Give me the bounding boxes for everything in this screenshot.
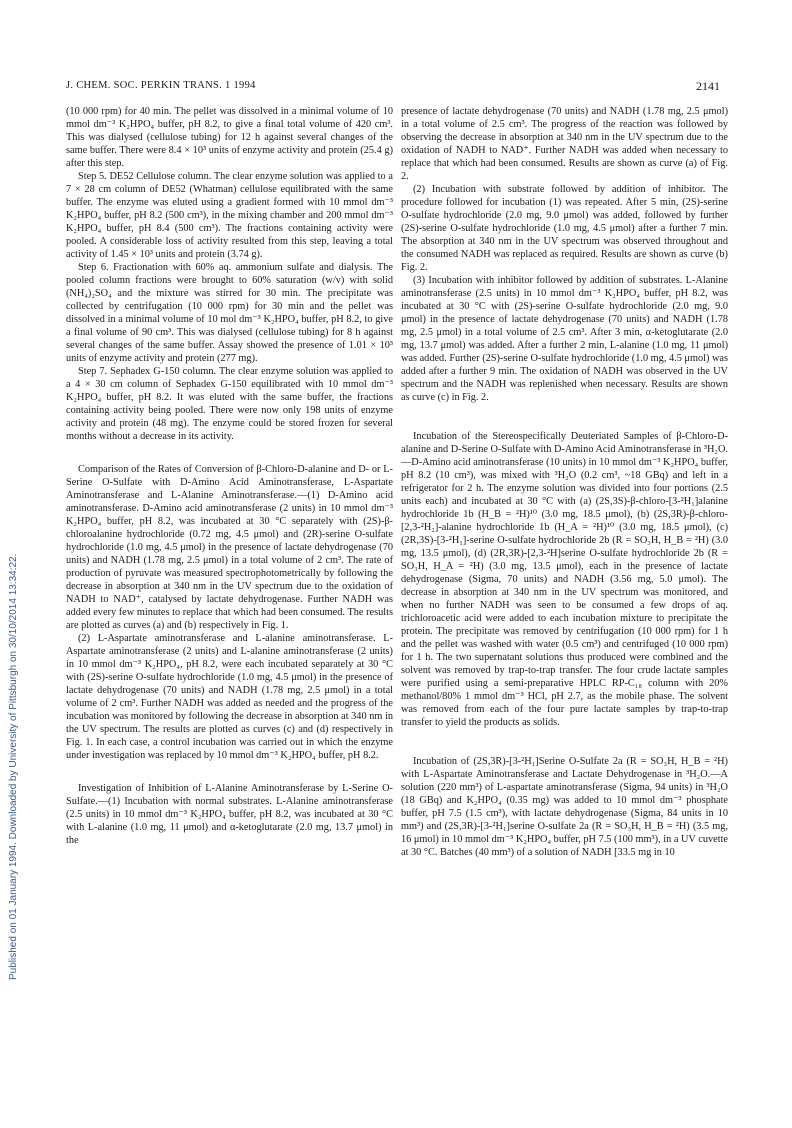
paragraph-serine-sulfate-incubation: Incubation of (2S,3R)-[3-²H₁]Serine O-Sulfate 2a (R = SO₃H, H_B = ²H) with L-Aspartate Aminotransferase and Lactate Dehydrogenase in ³H₂O.—A solution (220 mm³) of L-aspartate aminotransferase (Sigma, 94 units) in ³H₂O (18 GBq) and K₂HPO₄ (0.35 mg) was added to 10 mmol dm⁻³ phosphate buffer, pH 7.5 (1.5 cm³), with lactate dehydrogenase (Sigma, 84 units in 10 mm³) and (2S,3R)-[3-²H₁]serine O-sulfate 2a (R = SO₃H, H_B = ²H) (3.5 mg, 16 μmol) in 10 mmol dm⁻³ K₂HPO₄ buffer, pH 7.5 (100 mm³), in a UV cuvette at 30 °C. Batches (40 mm³) of a solution of NADH [33.5 mg in 10	[401, 756, 728, 858]
paragraph-incubation3: (3) Incubation with inhibitor followed by addition of substrates. L-Alanine aminotransferase (2.5 units) in 10 mmol dm⁻³ K₂HPO₄ buffer, pH 8.2, was incubated at 30 °C with (2S)-serine O-sulfate hydrochloride (2.0 mg, 9.0 μmol) in the presence of lactate dehydrogenase (70 units) and NADH (1.78 mg, 2.5 μmol) in a total volume of 2.5 cm³. After 3 min, α-ketoglutarate (2.0 mg, 13.7 μmol) was added. After a further 2 min, L-alanine (1.0 mg, 11 μmol) was added. Further (2S)-serine O-sulfate hydrochloride (1.0 mg, 4.5 μmol) was added after a further 9 min. The oxidation of NADH was observed in the UV spectrum and the NADH was replenished when necessary. Results are shown as curve (c) in Fig. 2.	[401, 275, 728, 403]
paragraph-inhibition-investigation: Investigation of Inhibition of L-Alanine Aminotransferase by L-Serine O-Sulfate.—(1) Incubation with normal substrates. L-Alanine aminotransferase (2.5 units) in 10 mmol dm⁻³ K₂HPO₄ buffer, pH 8.2, was incubated at 30 °C with L-alanine (1.0 mg, 11 μmol) and α-ketoglutarate (2.0 mg, 13.7 μmol) in the	[66, 783, 393, 846]
download-watermark	[8, 180, 22, 980]
paragraph-deuteriated-samples: Incubation of the Stereospecifically Deuteriated Samples of β-Chloro-D-alanine and D-Serine O-Sulfate with D-Amino Acid Aminotransferase in ³H₂O.—D-Amino acid aminotransferase (10 units) in 10 mmol dm⁻³ K₂HPO₄ buffer, pH 8.2 (10 cm³), was mixed with ³H₂O (0.2 cm³, ~18 GBq) and left in a refrigerator for 2 h. The enzyme solution was divided into four portions (2.5 units each) and incubated at 30 °C with (a) (2S,3S)-β-chloro-[3-²H₁]alanine hydrochloride 1b (H_B = ²H)¹⁰ (3.0 mg, 18.5 μmol), (b) (2S,3R)-β-chloro-[2,3-²H₂]-alanine hydrochloride 1b (H_A = ²H)¹⁰ (3.0 mg, 18.5 μmol), (c) (2R,3S)-[3-²H₁]-serine O-sulfate hydrochloride 2b (R = SO₃H, H_B = ²H) (3.0 mg, 13.5 μmol), (d) (2R,3R)-[2,3-²H]serine O-sulfate hydrochloride 2b (R = SO₃H, H_A = ²H) (3.0 mg, 13.5 μmol), each in the presence of lactate dehydrogenase (Sigma, 70 units) and NADH (3.56 mg, 5.0 μmol). The decrease in absorption at 340 nm in the UV spectrum was monitored, and when no further NADH was seen to be consumed a few drops of aq. trichloroacetic acid were added to each incubation mixture to precipitate the protein. The precipitate was removed by centrifugation (10 000 rpm) for 1 h and the pellet was washed with water (0.5 cm³) and centrifuged (10 000 rpm) for 1 h. The two supernatant solutions thus produced were combined and the solvent was removed by trap-to-trap transfer. The four crude lactate samples were purified using a semi-preparative HPLC RP-C₁₈ column with 20% methanol/80% 1 mmol dm⁻³ HCl, pH 2.7, as the mobile phase. The solvent was removed from each of the four pure lactate samples by trap-to-trap transfer to yield the products as solids.	[401, 431, 728, 728]
left-column	[66, 105, 393, 847]
journal-header: J. CHEM. SOC. PERKIN TRANS. 1 1994	[66, 80, 256, 91]
paragraph-step5: Step 5. DE52 Cellulose column. The clear enzyme solution was applied to a 7 × 28 cm column of DE52 (Whatman) cellulose equilibrated with the same buffer. The enzyme was eluted using a gradient formed with 10 mmol dm⁻³ K₂HPO₄ buffer, pH 8.2 (500 cm³), in the mixing chamber and 200 mmol dm⁻³ K₂HPO₄ buffer, pH 8.4 (500 cm³). The fractions containing activity were pooled. A considerable loss of activity resulted from this step, leaving a total activity of 1.45 × 10³ units and protein (3.74 g).	[66, 171, 393, 260]
paragraph-aspartate-alanine: (2) L-Aspartate aminotransferase and L-alanine aminotransferase. L-Aspartate aminotransferase (2 units) and L-alanine aminotransferase (2 units) in 10 mmol dm⁻³ K₂HPO₄, pH 8.2, were each incubated separately at 30 °C with (2S)-serine O-sulfate hydrochloride (1.0 mg, 4.5 μmol) in the presence of lactate dehydrogenase (70 units) and NADH (1.78 mg, 2.5 μmol) in a total volume of 2 cm³. Further NADH was added as needed and the progress of the incubation was monitored by following the decrease in absorption at 340 nm in the UV spectrum. The results are plotted as curves (c) and (d) respectively in Fig. 1. In each case, a control incubation was carried out in which the enzyme under investigation was replaced by 10 mmol dm⁻³ K₂HPO₄ buffer, pH 8.2.	[66, 633, 393, 761]
right-column	[401, 105, 728, 859]
paragraph-step7: Step 7. Sephadex G-150 column. The clear enzyme solution was applied to a 4 × 30 cm column of Sephadex G-150 equilibrated with 10 mmol dm⁻³ K₂HPO₄ buffer, pH 8.2. It was eluted with the same buffer, the fractions containing activity being pooled. There were now only 198 units of enzyme activity and protein (48 mg). The enzyme could be stored frozen for several months without a decrease in its activity.	[66, 366, 393, 442]
watermark-text: Published on 01 January 1994. Downloaded by University of Pittsburgh on 30/10/2014 13:34:22.	[8, 553, 19, 980]
paragraph-step6: Step 6. Fractionation with 60% aq. ammonium sulfate and dialysis. The pooled column fractions were brought to 60% saturation (w/v) with solid (NH₄)₂SO₄ and the mixture was stirred for 30 min. The precipitate was collected by centrifugation (10 000 rpm) for 30 min and the pellet was dissolved in a minimal volume of 10 mol dm⁻³ K₂HPO₄ buffer, pH 8.2, to give a final volume of 90 cm³. This was dialysed (cellulose tubing) for 8 h against several changes of the same buffer. Assay showed the presence of 1.01 × 10³ units of enzyme activity and protein (277 mg).	[66, 262, 393, 364]
paragraph-incubation2: (2) Incubation with substrate followed by addition of inhibitor. The procedure followed for incubation (1) was repeated. After 5 min, (2S)-serine O-sulfate hydrochloride (2.0 mg, 9.0 μmol) was added, followed by further (2S)-serine O-sulfate hydrochloride (1.0 mg, 4.5 μmol) after a further 7 min. The absorption at 340 nm in the UV spectrum was observed throughout and the consumed NADH was replaced as required. Results are shown as curve (b) Fig. 2.	[401, 184, 728, 273]
paragraph-incubation1-continued: presence of lactate dehydrogenase (70 units) and NADH (1.78 mg, 2.5 μmol) in a total volume of 2.5 cm³. The progress of the reaction was followed by observing the decrease in absorption at 340 nm in the UV spectrum due to the oxidation of NADH to NAD⁺. Further NADH was added when necessary to replace that which had been consumed. Results are shown as curve (a) of Fig. 2.	[401, 106, 728, 182]
paragraph-comparison-rates: Comparison of the Rates of Conversion of β-Chloro-D-alanine and D- or L-Serine O-Sulfate with D-Amino Acid Aminotransferase, L-Aspartate Aminotransferase and L-Alanine Aminotransferase.—(1) D-Amino acid aminotransferase. D-Amino acid aminotransferase (2 units) in 10 mmol dm⁻³ K₂HPO₄ buffer, pH 8.2, was incubated at 30 °C separately with (2S)-β-chloroalanine hydrochloride (0.72 mg, 4.5 μmol) and (2R)-serine O-sulfate hydrochloride (1.0 mg, 4.5 μmol) in the presence of lactate dehydrogenase (70 units) and NADH (1.78 mg, 2.5 μmol) in a total volume of 2 cm³. The rate of production of pyruvate was measured spectrophotometrically by following the decrease in absorption at 340 nm in the UV spectrum due to the oxidation of NADH to NAD⁺, catalysed by lactate dehydrogenase. Further NADH was added every few minutes to replace that which had been consumed. The results are plotted as curves (a) and (b) respectively in Fig. 1.	[66, 464, 393, 631]
page-number: 2141	[696, 79, 720, 93]
paragraph-step4-continued: (10 000 rpm) for 40 min. The pellet was dissolved in a minimal volume of 10 mmol dm⁻³ K₂HPO₄ buffer, pH 8.2, to give a final total volume of 420 cm³. This was dialysed (cellulose tubing) for 12 h against several changes of the same buffer. There were 8.4 × 10³ units of enzyme activity and protein (25.4 g) after this step.	[66, 106, 393, 169]
